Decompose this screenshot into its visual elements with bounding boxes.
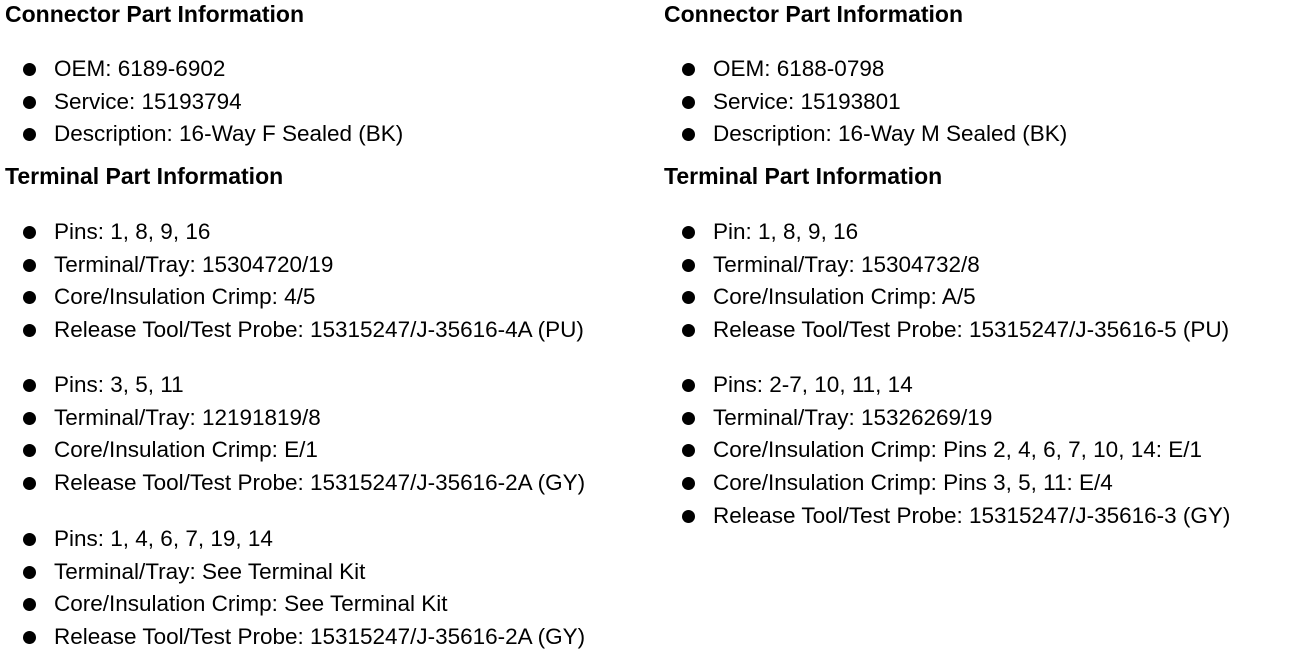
item-text: Release Tool/Test Probe: 15315247/J-35616-3 (GY): [713, 502, 1231, 528]
bullet-icon: [682, 412, 695, 425]
bullet-icon: [23, 128, 36, 141]
item-text: Terminal/Tray: 15304720/19: [54, 251, 334, 277]
item-text: Pin: 1, 8, 9, 16: [713, 219, 859, 244]
bullet-icon: [682, 324, 695, 337]
item-text: Terminal/Tray: 15326269/19: [713, 404, 993, 430]
bullet-icon: [682, 63, 695, 76]
item-text: Release Tool/Test Probe: 15315247/J-35616-4A (PU): [54, 317, 584, 343]
bullet-icon: [23, 412, 36, 425]
bullet-icon: [23, 379, 36, 392]
item-text: Terminal/Tray: 12191819/8: [54, 404, 321, 430]
item-text: Pins: 3, 5, 11: [54, 372, 184, 397]
item-text: Description: 16-Way M Sealed (BK): [713, 121, 1068, 147]
bullet-icon: [682, 128, 695, 141]
bullet-icon: [23, 533, 36, 546]
item-text: Core/Insulation Crimp: Pins 3, 5, 11: E/4: [713, 470, 1113, 496]
item-text: Terminal/Tray: See Terminal Kit: [54, 558, 366, 584]
connector-heading: Connector Part Information: [5, 1, 305, 27]
terminal-heading: Terminal Part Information: [664, 163, 943, 189]
bullet-icon: [23, 96, 36, 109]
bullet-icon: [682, 259, 695, 272]
bullet-icon: [682, 96, 695, 109]
item-text: Core/Insulation Crimp: A/5: [713, 284, 976, 310]
bullet-icon: [682, 379, 695, 392]
bullet-icon: [23, 226, 36, 239]
item-text: Release Tool/Test Probe: 15315247/J-35616-2A (GY): [54, 470, 586, 496]
item-text: Pins: 1, 4, 6, 7, 19, 14: [54, 526, 273, 551]
bullet-icon: [23, 477, 36, 490]
item-text: Core/Insulation Crimp: See Terminal Kit: [54, 591, 448, 617]
bullet-icon: [23, 63, 36, 76]
bullet-icon: [23, 259, 36, 272]
bullet-icon: [682, 226, 695, 239]
bullet-icon: [23, 444, 36, 457]
bullet-icon: [682, 477, 695, 490]
bullet-icon: [23, 566, 36, 579]
item-text: Release Tool/Test Probe: 15315247/J-35616-5 (PU): [713, 317, 1230, 343]
item-text: Pins: 1, 8, 9, 16: [54, 219, 211, 244]
bullet-icon: [682, 510, 695, 523]
bullet-icon: [682, 444, 695, 457]
bullet-icon: [23, 291, 36, 304]
item-text: OEM: 6188-0798: [713, 56, 885, 81]
bullet-icon: [23, 598, 36, 611]
item-text: Description: 16-Way F Sealed (BK): [54, 121, 404, 147]
item-text: Core/Insulation Crimp: Pins 2, 4, 6, 7, 10, 14: E/1: [713, 437, 1203, 463]
terminal-heading: Terminal Part Information: [5, 163, 284, 189]
bullet-icon: [23, 631, 36, 644]
item-text: Release Tool/Test Probe: 15315247/J-35616-2A (GY): [54, 624, 586, 650]
item-text: Terminal/Tray: 15304732/8: [713, 251, 980, 277]
item-text: Service: 15193794: [54, 88, 242, 114]
item-text: OEM: 6189-6902: [54, 56, 226, 81]
connector-heading: Connector Part Information: [664, 1, 964, 27]
item-text: Service: 15193801: [713, 88, 901, 114]
bullet-icon: [23, 324, 36, 337]
item-text: Core/Insulation Crimp: 4/5: [54, 284, 316, 310]
item-text: Core/Insulation Crimp: E/1: [54, 437, 318, 463]
item-text: Pins: 2-7, 10, 11, 14: [713, 372, 913, 397]
bullet-icon: [682, 291, 695, 304]
